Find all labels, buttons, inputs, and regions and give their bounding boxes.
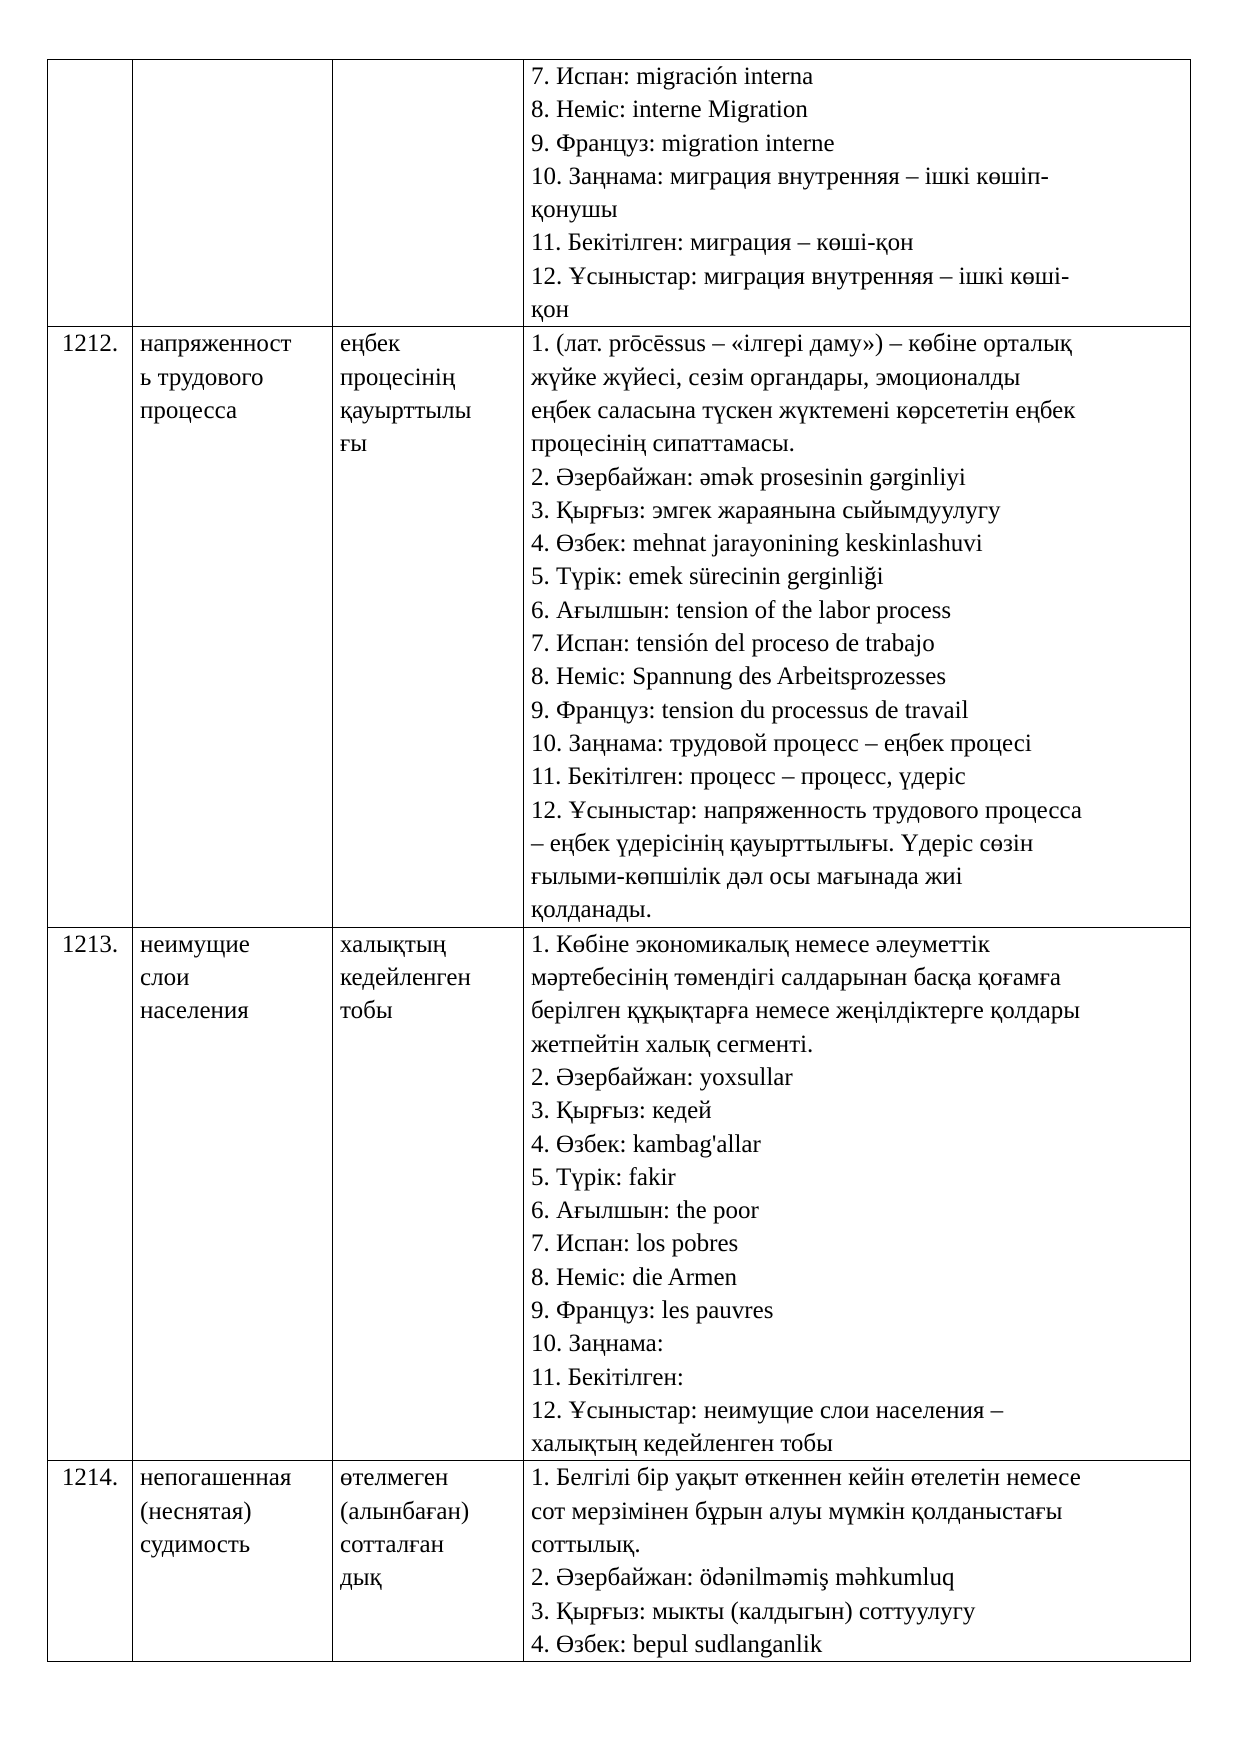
- description-line: 7. Испан: migración interna: [531, 63, 814, 90]
- kazakh-term: [333, 927, 524, 1461]
- kazakh-term-line: тобы: [340, 997, 393, 1025]
- kazakh-term-line: ғы: [340, 430, 368, 458]
- description-line: еңбек саласына түскен жүктемені көрсететін еңбек: [531, 396, 1076, 424]
- kazakh-term-line: еңбек: [340, 330, 401, 358]
- entry-number-text: 1212.: [61, 330, 119, 358]
- description-line: 12. Ұсыныстар: неимущие слои населения –: [531, 1396, 1004, 1424]
- kazakh-term: [333, 60, 524, 327]
- description-line: 2. Әзербайжан: ödənilməmiş məhkumluq: [531, 1564, 955, 1592]
- russian-term-line: судимость: [140, 1531, 251, 1559]
- description-line: 3. Қырғыз: эмгек жараянына сыйымдуулугу: [531, 496, 1001, 524]
- description-line: 4. Өзбек: mehnat jarayonining keskinlashuvi: [531, 530, 983, 558]
- kazakh-term-line: қауырттылы: [340, 396, 472, 424]
- table-row: [48, 327, 1191, 927]
- kazakh-term-line: дық: [340, 1564, 382, 1592]
- description-line: қонушы: [531, 196, 618, 224]
- description-line: 8. Неміс: die Armen: [531, 1263, 738, 1291]
- description-line: мәртебесінің төмендігі салдарынан басқа қоғамға: [531, 964, 1062, 992]
- description-line: соттылық.: [531, 1531, 641, 1559]
- entry-number-text: 1214.: [61, 1464, 119, 1492]
- description-line: 7. Испан: tensión del proceso de trabajo: [531, 630, 935, 658]
- entry-number: [48, 927, 133, 1461]
- russian-term-line: населения: [140, 997, 249, 1025]
- description-line: 6. Ағылшын: the poor: [531, 1197, 759, 1225]
- description-line: 11. Бекітілген:: [531, 1363, 684, 1391]
- kazakh-term-line: сотталған: [340, 1531, 444, 1559]
- term-description: [524, 60, 1191, 327]
- description-line: 8. Неміс: interne Migration: [531, 96, 808, 124]
- description-line: 6. Ағылшын: tension of the labor process: [531, 596, 952, 624]
- description-line: 4. Өзбек: kambag'allar: [531, 1130, 761, 1158]
- description-line: 2. Әзербайжан: əmək prosesinin gərginliyi: [531, 463, 966, 491]
- kazakh-term-line: кедейленген: [340, 964, 471, 992]
- kazakh-term-line: (алынбаған): [340, 1497, 470, 1525]
- russian-term-line: непогашенная: [140, 1464, 292, 1492]
- description-line: 12. Ұсыныстар: напряженность трудового процесса: [531, 796, 1082, 824]
- term-description: [524, 927, 1191, 1461]
- entry-number-text: 1213.: [61, 930, 119, 958]
- description-line: процесінің сипаттамасы.: [531, 430, 795, 458]
- term-description: [524, 327, 1191, 927]
- description-line: 1. Көбіне экономикалық немесе әлеуметтік: [531, 930, 990, 958]
- table-body: [48, 60, 1191, 1662]
- kazakh-term: [333, 1461, 524, 1662]
- russian-term: [133, 927, 333, 1461]
- description-line: 3. Қырғыз: мыкты (калдыгын) соттуулугу: [531, 1597, 976, 1625]
- description-line: – еңбек үдерісінің қауырттылығы. Үдеріс сөзін: [531, 829, 1034, 857]
- entry-number: [48, 1461, 133, 1662]
- russian-term-line: процесса: [140, 396, 238, 424]
- table-row: [48, 927, 1191, 1461]
- table-row: [48, 60, 1191, 327]
- description-line: 2. Әзербайжан: yoxsullar: [531, 1063, 793, 1091]
- description-line: 5. Түрік: emek sürecinin gerginliği: [531, 563, 884, 591]
- description-line: жетпейтін халық сегменті.: [531, 1030, 814, 1058]
- entry-number: [48, 60, 133, 327]
- description-line: берілген құқықтарға немесе жеңілдіктерге қолдары: [531, 997, 1080, 1025]
- description-line: 11. Бекітілген: процесс – процесс, үдеріс: [531, 763, 966, 791]
- kazakh-term-line: өтелмеген: [340, 1464, 449, 1492]
- russian-term-line: слои: [140, 964, 190, 992]
- description-line: 1. (лат. prōcēssus – «ілгері даму») – көбіне орталық: [531, 330, 1072, 358]
- description-line: 10. Заңнама: миграция внутренняя – ішкі көшіп-: [531, 162, 1049, 190]
- table-row: [48, 1461, 1191, 1662]
- russian-term-line: неимущие: [140, 930, 250, 958]
- description-line: 9. Француз: les pauvres: [531, 1296, 774, 1324]
- description-line: 8. Неміс: Spannung des Arbeitsprozesses: [531, 663, 947, 691]
- description-line: қолданады.: [531, 896, 652, 924]
- kazakh-term-line: халықтың: [340, 930, 447, 958]
- description-line: 10. Заңнама:: [531, 1330, 664, 1358]
- description-line: 4. Өзбек: bepul sudlanganlik: [531, 1630, 823, 1658]
- description-line: жүйке жүйесі, сезім органдары, эмоционалды: [531, 363, 1021, 391]
- russian-term-line: ь трудового: [140, 363, 264, 391]
- description-line: 11. Бекітілген: миграция – көші-қон: [531, 229, 914, 257]
- description-line: 10. Заңнама: трудовой процесс – еңбек процесі: [531, 729, 1032, 757]
- description-line: 3. Қырғыз: кедей: [531, 1097, 712, 1125]
- description-line: 1. Белгілі бір уақыт өткеннен кейін өтелетін немесе: [531, 1464, 1081, 1492]
- description-line: 9. Француз: tension du processus de travail: [531, 696, 969, 724]
- russian-term: [133, 327, 333, 927]
- entry-number: [48, 327, 133, 927]
- description-line: 7. Испан: los pobres: [531, 1230, 739, 1258]
- description-line: қон: [531, 296, 570, 324]
- russian-term: [133, 1461, 333, 1662]
- russian-term-line: (неснятая): [140, 1497, 252, 1525]
- description-line: 5. Түрік: fakir: [531, 1163, 676, 1191]
- term-description: [524, 1461, 1191, 1662]
- description-line: 9. Француз: migration interne: [531, 129, 835, 157]
- description-line: сот мерзімінен бұрын алуы мүмкін қолданыстағы: [531, 1497, 1063, 1525]
- kazakh-term-line: процесінің: [340, 363, 456, 391]
- description-line: ғылыми-көпшілік дәл осы мағынада жиі: [531, 863, 963, 891]
- description-line: халықтың кедейленген тобы: [531, 1430, 833, 1458]
- kazakh-term: [333, 327, 524, 927]
- russian-term-line: напряженност: [140, 330, 292, 358]
- description-line: 12. Ұсыныстар: миграция внутренняя – ішкі көші-: [531, 262, 1070, 290]
- terminology-table: [47, 59, 1191, 1662]
- russian-term: [133, 60, 333, 327]
